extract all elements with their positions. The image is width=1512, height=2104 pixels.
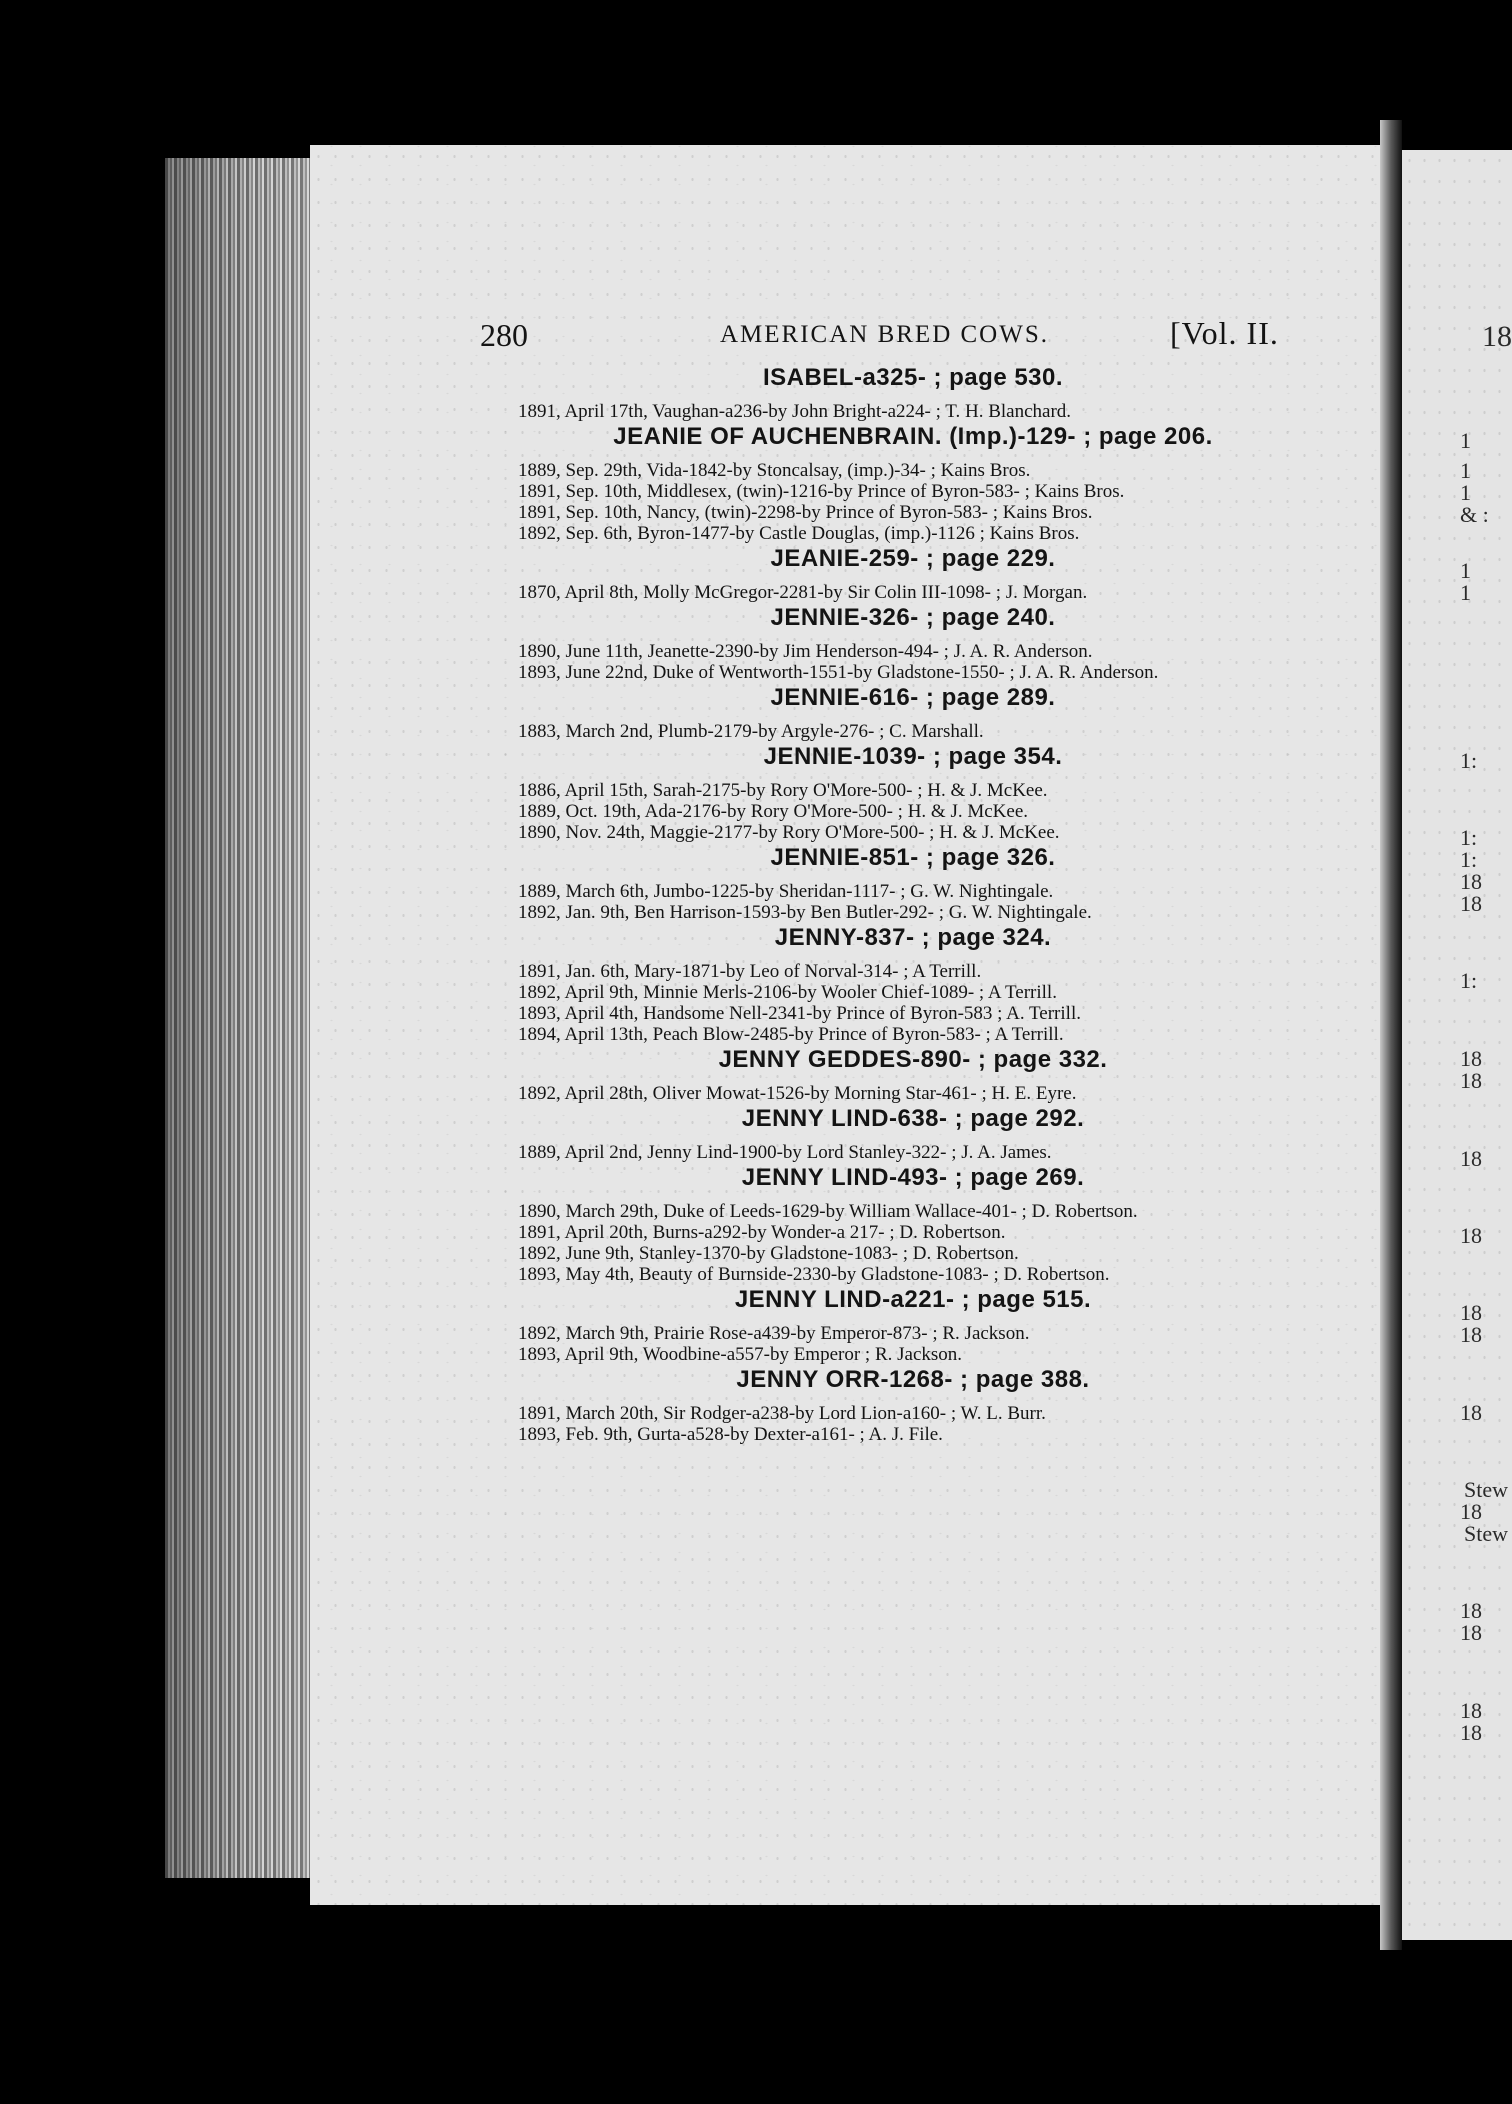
next-page-fragment: 18 [1460, 1068, 1482, 1093]
book-gutter [1380, 120, 1402, 1950]
next-page-fragment: & : [1460, 502, 1489, 527]
entry-line: 1893, May 4th, Beauty of Burnside-2330-by Gladstone-1083- ; D. Robertson. [518, 1264, 1110, 1285]
entry-line: 1886, April 15th, Sarah-2175-by Rory O'More-500- ; H. & J. McKee. [518, 780, 1048, 801]
section [478, 422, 1308, 544]
entry-line: 1890, Nov. 24th, Maggie-2177-by Rory O'More-500- ; H. & J. McKee. [518, 822, 1060, 843]
next-page-fragment: 1 [1460, 428, 1471, 453]
entry-line: 1870, April 8th, Molly McGregor-2281-by Sir Colin III-1098- ; J. Morgan. [518, 582, 1088, 603]
section [478, 603, 1308, 683]
next-page-fragment: 1: [1460, 748, 1478, 773]
entry-line: 1893, April 4th, Handsome Nell-2341-by Prince of Byron-583 ; A. Terrill. [518, 1003, 1081, 1024]
entry-line: 1894, April 13th, Peach Blow-2485-by Prince of Byron-583- ; A Terrill. [518, 1024, 1064, 1045]
section [478, 363, 1308, 422]
entry-line: 1883, March 2nd, Plumb-2179-by Argyle-276- ; C. Marshall. [518, 721, 984, 742]
next-page-fragment: 1: [1460, 825, 1478, 850]
entry-line: 1892, June 9th, Stanley-1370-by Gladstone-1083- ; D. Robertson. [518, 1243, 1019, 1264]
next-page-fragment: 18 [1460, 1698, 1482, 1723]
next-page-fragment: 18 [1460, 1300, 1482, 1325]
next-page-fragment: 18 [1460, 1720, 1482, 1745]
section [478, 683, 1308, 742]
entry-line: 1893, June 22nd, Duke of Wentworth-1551-by Gladstone-1550- ; J. A. R. Anderson. [518, 662, 1159, 683]
next-page-fragment: Stew [1464, 1477, 1508, 1502]
next-page-fragment: 18 [1460, 1598, 1482, 1623]
section-heading: JENNY LIND-493- ; page 269. [741, 1164, 1085, 1191]
next-page-fragment: 18 [1460, 1499, 1482, 1524]
entry-line: 1889, Oct. 19th, Ada-2176-by Rory O'More-500- ; H. & J. McKee. [518, 801, 1029, 822]
entry-line: 1889, April 2nd, Jenny Lind-1900-by Lord Stanley-322- ; J. A. James. [518, 1142, 1052, 1163]
entry-line: 1890, March 29th, Duke of Leeds-1629-by William Wallace-401- ; D. Robertson. [518, 1201, 1138, 1222]
entry-line: 1893, Feb. 9th, Gurta-a528-by Dexter-a161- ; A. J. File. [518, 1424, 943, 1445]
entry-line: 1889, Sep. 29th, Vida-1842-by Stoncalsay, (imp.)-34- ; Kains Bros. [518, 460, 1031, 481]
next-page-fragment: 18 [1460, 1620, 1482, 1645]
entry-line: 1893, April 9th, Woodbine-a557-by Emperor ; R. Jackson. [518, 1344, 963, 1365]
page-edge-stack [165, 158, 315, 1878]
section [478, 742, 1308, 843]
next-page-fragment: 18 [1460, 1400, 1482, 1425]
section-heading: JENNIE-1039- ; page 354. [763, 743, 1063, 770]
section-heading: JENNIE-326- ; page 240. [770, 604, 1056, 631]
page-number: 280 [480, 317, 528, 353]
section-heading: JENNIE-851- ; page 326. [770, 844, 1056, 871]
entry-line: 1892, Sep. 6th, Byron-1477-by Castle Douglas, (imp.)-1126 ; Kains Bros. [518, 523, 1080, 544]
next-page-fragment: 18 [1460, 1322, 1482, 1347]
section-heading: JENNY-837- ; page 324. [774, 924, 1052, 951]
next-page-fragment: 1 [1460, 480, 1471, 505]
running-title: AMERICAN BRED COWS. [720, 321, 1049, 348]
next-page-fragment: 18 [1460, 1223, 1482, 1248]
section-heading: JENNY ORR-1268- ; page 388. [736, 1366, 1090, 1393]
next-page-fragment: 1: [1460, 968, 1478, 993]
section-heading: JENNIE-616- ; page 289. [770, 684, 1056, 711]
section-heading: JEANIE-259- ; page 229. [770, 545, 1056, 572]
section-heading: JENNY LIND-638- ; page 292. [741, 1105, 1085, 1132]
section [478, 843, 1308, 923]
volume-label: [Vol. II. [1170, 315, 1279, 351]
entry-line: 1891, Sep. 10th, Nancy, (twin)-2298-by Prince of Byron-583- ; Kains Bros. [518, 502, 1093, 523]
next-page-fragment: 1 [1460, 458, 1471, 483]
entry-line: 1892, Jan. 9th, Ben Harrison-1593-by Ben Butler-292- ; G. W. Nightingale. [518, 902, 1092, 923]
section-heading: ISABEL-a325- ; page 530. [762, 364, 1064, 391]
section [478, 1163, 1308, 1285]
section [478, 923, 1308, 1045]
next-page-fragment: 18 [1482, 320, 1512, 353]
entry-line: 1890, June 11th, Jeanette-2390-by Jim Henderson-494- ; J. A. R. Anderson. [518, 641, 1093, 662]
next-page-fragment: 18 [1460, 1146, 1482, 1171]
entry-line: 1892, April 28th, Oliver Mowat-1526-by Morning Star-461- ; H. E. Eyre. [518, 1083, 1077, 1104]
section [478, 544, 1308, 603]
page-content [478, 363, 1308, 1445]
section-heading: JENNY LIND-a221- ; page 515. [734, 1286, 1092, 1313]
next-page-fragment: 1 [1460, 580, 1471, 605]
next-page-fragment: 18 [1460, 869, 1482, 894]
entry-line: 1891, April 20th, Burns-a292-by Wonder-a 217- ; D. Robertson. [518, 1222, 1006, 1243]
entry-line: 1892, April 9th, Minnie Merls-2106-by Wooler Chief-1089- ; A Terrill. [518, 982, 1057, 1003]
next-page-fragment: 1: [1460, 847, 1478, 872]
section [478, 1045, 1308, 1104]
next-page-fragment: Stew [1464, 1521, 1508, 1546]
section [478, 1104, 1308, 1163]
next-page-fragment: 18 [1460, 891, 1482, 916]
section-heading: JEANIE OF AUCHENBRAIN. (Imp.)-129- ; page 206. [613, 423, 1213, 450]
next-page-fragment: 1 [1460, 558, 1471, 583]
next-page-edge [1402, 150, 1512, 1940]
entry-line: 1891, Sep. 10th, Middlesex, (twin)-1216-by Prince of Byron-583- ; Kains Bros. [518, 481, 1125, 502]
section-heading: JENNY GEDDES-890- ; page 332. [718, 1046, 1108, 1073]
entry-line: 1889, March 6th, Jumbo-1225-by Sheridan-1117- ; G. W. Nightingale. [518, 881, 1054, 902]
entry-line: 1891, April 17th, Vaughan-a236-by John Bright-a224- ; T. H. Blanchard. [518, 401, 1072, 422]
section [478, 1285, 1308, 1365]
next-page-fragment: 18 [1460, 1046, 1482, 1071]
entry-line: 1892, March 9th, Prairie Rose-a439-by Emperor-873- ; R. Jackson. [518, 1323, 1030, 1344]
section [478, 1365, 1308, 1445]
book-page [310, 145, 1395, 1905]
entry-line: 1891, Jan. 6th, Mary-1871-by Leo of Norval-314- ; A Terrill. [518, 961, 982, 982]
entry-line: 1891, March 20th, Sir Rodger-a238-by Lord Lion-a160- ; W. L. Burr. [518, 1403, 1046, 1424]
